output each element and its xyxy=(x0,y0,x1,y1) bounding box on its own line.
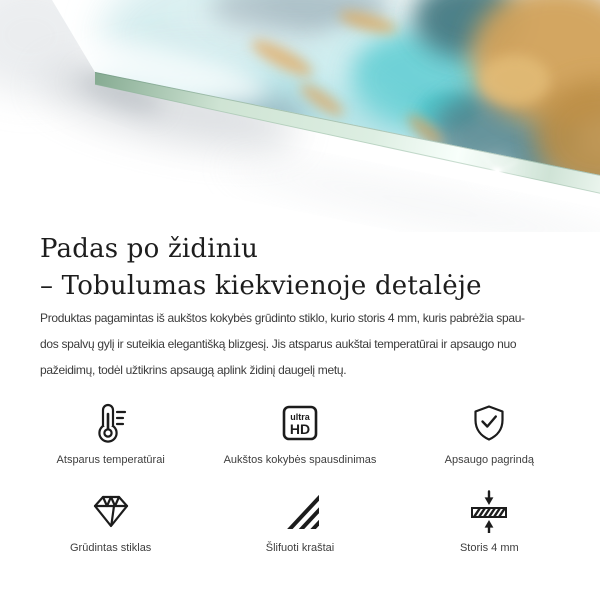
shield-check-icon xyxy=(467,400,511,446)
feature-label: Apsaugo pagrindą xyxy=(444,454,534,466)
page-title-line2: – Tobulumas kiekvienoje detalėje xyxy=(40,271,482,301)
feature-thickness xyxy=(395,488,584,554)
product-photo-glass-panel xyxy=(0,0,600,232)
ultra-hd-text-bottom: HD xyxy=(289,421,311,437)
product-description xyxy=(40,305,596,383)
description-line: pažeidimų, todėl užtikrins apsaugą aplink židinį daugelį metų. xyxy=(40,363,347,377)
diamond-icon xyxy=(89,488,133,534)
glass-panel-illustration xyxy=(0,0,600,232)
feature-label: Grūdintas stiklas xyxy=(70,542,152,554)
page-title xyxy=(40,231,580,305)
feature-label: Storis 4 mm xyxy=(459,542,519,554)
polished-edges-icon xyxy=(278,488,322,534)
feature-label: Atsparus temperatūrai xyxy=(56,454,165,466)
feature-heat-resistant xyxy=(16,400,205,466)
description-line: Produktas pagamintas iš aukštos kokybės grūdinto stiklo, kurio storis 4 mm, kuris pabrėžia spau- xyxy=(40,311,525,325)
feature-tempered-glass xyxy=(16,488,205,554)
feature-grid xyxy=(16,400,584,554)
feature-polished-edges xyxy=(205,488,394,554)
ultra-hd-icon xyxy=(278,400,322,446)
feature-label: Aukštos kokybės spausdinimas xyxy=(223,454,377,466)
feature-print-quality xyxy=(205,400,394,466)
feature-protects-base xyxy=(395,400,584,466)
thermometer-icon xyxy=(89,400,133,446)
thickness-icon xyxy=(467,488,511,534)
feature-label: Šlifuoti kraštai xyxy=(265,542,335,554)
ultra-hd-text-top: ultra xyxy=(290,412,310,422)
page-title-line1: Padas po židiniu xyxy=(40,234,259,264)
description-line: dos spalvų gylį ir suteikia elegantišką blizgesį. Jis atsparus aukštai temperatūrai ir apsaugo nuo xyxy=(40,337,517,351)
